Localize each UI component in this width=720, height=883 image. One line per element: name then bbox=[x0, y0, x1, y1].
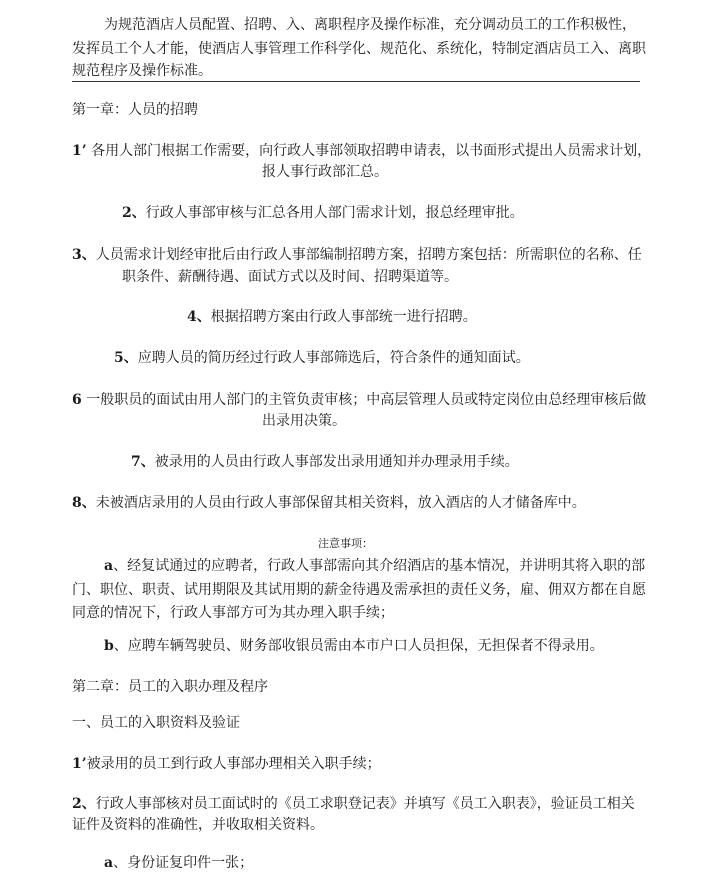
chapter2-item-2-line-1 bbox=[72, 794, 635, 814]
item-6-line-2: 出录用决策。 bbox=[262, 413, 346, 429]
chapter2-item-2-number: 2、 bbox=[72, 796, 96, 812]
item-4-text: 根据招聘方案由行政人事部统一进行招聘。 bbox=[210, 309, 477, 325]
item-3-line-1 bbox=[72, 245, 642, 265]
item-3-text: 人员需求计划经审批后由行政人事部编制招聘方案，招聘方案包括：所需职位的名称、任 bbox=[95, 247, 642, 263]
notes-title: 注意事项： bbox=[318, 537, 373, 550]
chapter2-item-1-text: 被录用的员工到行政人事部办理相关入职手续； bbox=[86, 756, 381, 772]
intro-line-3: 规范程序及操作标准。 bbox=[72, 63, 212, 79]
item-5-text: 应聘人员的简历经过行政人事部筛选后，符合条件的通知面试。 bbox=[137, 350, 530, 366]
item-5 bbox=[114, 348, 530, 368]
item-2-number: 2、 bbox=[122, 205, 146, 221]
item-8 bbox=[72, 493, 586, 513]
note-b bbox=[104, 636, 604, 656]
item-3-line-2: 职条件、薪酬待遇、面试方式以及时间、招聘渠道等。 bbox=[122, 269, 458, 285]
chapter2-item-2-line-2: 证件及资料的准确性，并收取相关资料。 bbox=[72, 817, 324, 833]
item-3-number: 3、 bbox=[72, 247, 96, 263]
item-7-number: 7、 bbox=[131, 454, 155, 470]
item-1-line-2: 报人事行政部汇总。 bbox=[262, 164, 388, 180]
chapter2-title: 第二章：员工的入职办理及程序 bbox=[72, 679, 268, 695]
chapter2-section-1: 一、员工的入职资料及验证 bbox=[72, 715, 240, 731]
chapter2-item-1 bbox=[72, 754, 381, 774]
item-4-number: 4、 bbox=[187, 309, 211, 325]
chapter1-title: 第一章：人员的招聘 bbox=[72, 102, 198, 118]
note-a-label: a bbox=[104, 558, 114, 574]
item-2 bbox=[122, 203, 524, 223]
item-7 bbox=[131, 452, 519, 472]
item-6-line-1 bbox=[72, 390, 646, 410]
note-a-line-3: 同意的情况下，行政人事部方可为其办理入职手续； bbox=[72, 605, 394, 621]
note-b-label: b bbox=[104, 638, 114, 654]
note-a-line-1 bbox=[104, 556, 645, 576]
item-2-text: 行政人事部审核与汇总各用人部门需求计划，报总经理审批。 bbox=[145, 205, 524, 221]
item-1-number: 1’ bbox=[72, 143, 87, 159]
note-a-text: 、经复试通过的应聘者，行政人事部需向其介绍酒店的基本情况，并讲明其将入职的部 bbox=[113, 558, 646, 574]
header-divider bbox=[72, 81, 640, 82]
item-1-line-1 bbox=[72, 141, 651, 161]
chapter2-sub-a-text: 、身份证复印件一张； bbox=[113, 855, 254, 871]
item-6-number: 6 bbox=[72, 392, 82, 408]
item-6-text: 一般职员的面试由用人部门的主管负责审核；中高层管理人员或特定岗位由总经理审核后做 bbox=[86, 392, 647, 408]
intro-line-1: 为规范酒店人员配置、招聘、入、离职程序及操作标准，充分调动员工的工作积极性， bbox=[104, 17, 636, 33]
chapter2-sub-a-label: a bbox=[104, 855, 114, 871]
intro-line-2: 发挥员工个人才能，使酒店人事管理工作科学化、规范化、系统化，特制定酒店员工入、离职 bbox=[72, 41, 646, 57]
item-7-text: 被录用的人员由行政人事部发出录用通知并办理录用手续。 bbox=[154, 454, 519, 470]
item-8-number: 8、 bbox=[72, 495, 96, 511]
chapter2-item-1-number: 1’ bbox=[72, 756, 87, 772]
item-8-text: 未被酒店录用的人员由行政人事部保留其相关资料，放入酒店的人才储备库中。 bbox=[95, 495, 586, 511]
chapter2-item-2-text: 行政人事部核对员工面试时的《员工求职登记表》并填写《员工入职表》，验证员工相关 bbox=[95, 796, 635, 812]
chapter2-sub-a bbox=[104, 853, 253, 873]
note-b-text: 、应聘车辆驾驶员、财务部收银员需由本市户口人员担保，无担保者不得录用。 bbox=[113, 638, 604, 654]
item-4 bbox=[187, 307, 477, 327]
item-5-number: 5、 bbox=[114, 350, 138, 366]
item-1-text: 各用人部门根据工作需要，向行政人事部领取招聘申请表，以书面形式提出人员需求计划， bbox=[91, 143, 652, 159]
note-a-line-2: 门、职位、职责、试用期限及其试用期的薪金待遇及需承担的责任义务，雇、佣双方都在自愿 bbox=[72, 582, 646, 598]
